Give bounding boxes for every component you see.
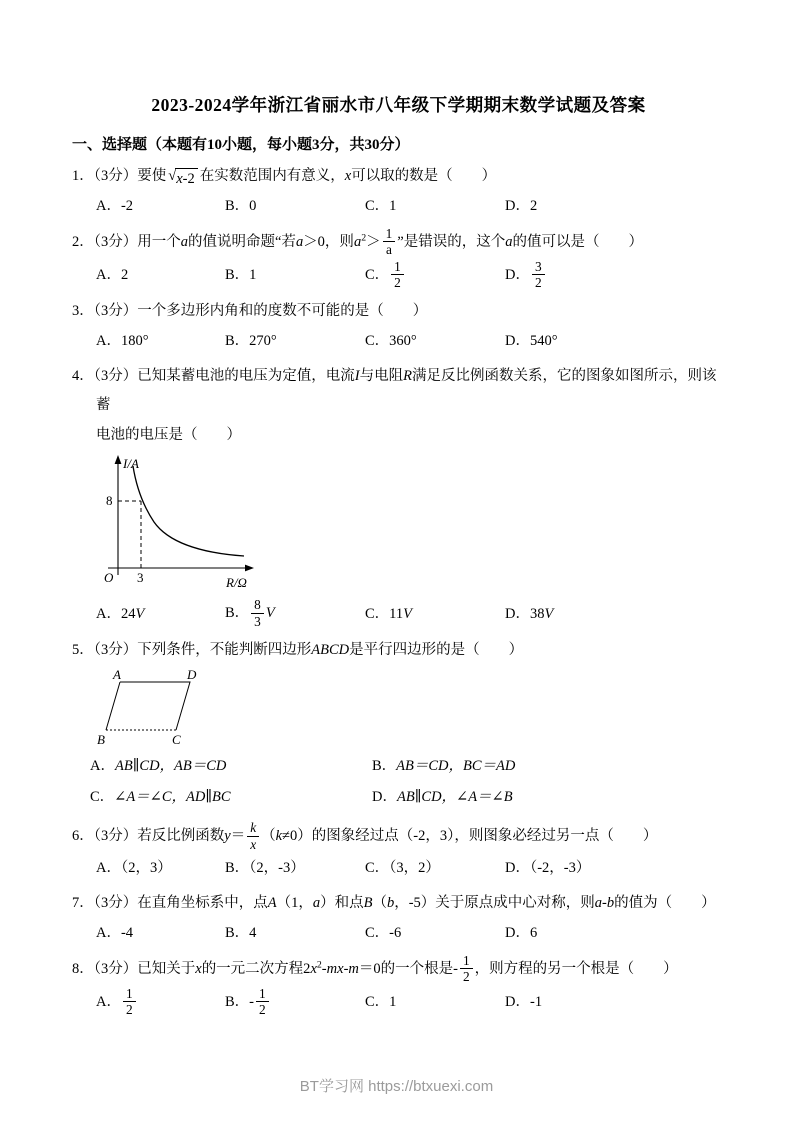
option-a: A．-4: [96, 925, 134, 942]
fraction-1-over-a: $\frac{1}{a}$: [383, 226, 396, 258]
question-4-options: [72, 598, 725, 630]
fraction-3-over-2: $\frac{3}{2}$: [532, 259, 545, 291]
vertex-b-label: B: [97, 732, 105, 748]
q1-text-3: 可以取的数是（ ）: [351, 168, 497, 184]
option-c: C．1: [365, 198, 397, 214]
fraction-1-over-2: $\frac{1}{2}$: [460, 953, 473, 985]
option-a: A．24V: [96, 605, 145, 622]
question-3-options: [72, 327, 725, 356]
page-title: 2023-2024学年浙江省丽水市八年级下学期期末数学试题及答案: [151, 95, 646, 115]
fraction-1-over-2: $\frac{1}{2}$: [123, 986, 136, 1018]
q4-figure-container: [96, 453, 725, 595]
section-header: 一、选择题（本题有10小题，每小题3分，共30分）: [72, 137, 410, 153]
square-root-expression: √ x-2: [168, 168, 198, 189]
option-a: A．-2: [96, 198, 134, 214]
option-a: A．2: [96, 267, 129, 284]
origin-label: O: [104, 570, 114, 586]
question-4: 4．（3分）已知某蓄电池的电压为定值，电流I与电阻R满足反比例函数关系，它的图象如图所示，则该蓄: [72, 368, 717, 414]
vertex-a-label: A: [113, 668, 121, 683]
option-b: B．AB＝CD，BC＝AD: [372, 758, 516, 775]
option-d: D．（-2，-3）: [505, 860, 591, 877]
option-d: D．540°: [505, 333, 558, 350]
option-a: A． $\frac{1}{2}$: [96, 987, 225, 1019]
y-axis-label: I/A: [123, 456, 139, 472]
option-c: C．11V: [365, 605, 412, 622]
option-b: B．- $\frac{1}{2}$: [225, 987, 365, 1019]
q4-hyperbola-graph: [96, 453, 261, 595]
x-axis-arrow: [245, 565, 254, 572]
question-6: 6．（3分）若反比例函数y＝ $\frac{k}{x}$ （k≠0）的图象经过点（-2，3），则图象必经过另一点（ ）: [72, 820, 658, 852]
x-tick-3: 3: [137, 570, 144, 586]
option-b: B．0: [225, 198, 257, 214]
q5-parallelogram-figure: [96, 668, 224, 748]
option-a: A．180°: [96, 333, 149, 350]
question-4-line2: 电池的电压是（ ）: [96, 427, 241, 444]
fraction-minus-1-over-2: $\frac{1}{2}$: [256, 986, 269, 1018]
vertex-c-label: C: [172, 732, 181, 748]
option-d: D． $\frac{3}{2}$: [505, 260, 725, 292]
option-a: A．AB∥CD，AB＝CD: [90, 758, 227, 775]
option-b: B．4: [225, 925, 257, 942]
question-5: 5．（3分）下列条件，不能判断四边形ABCD是平行四边形的是（ ）: [72, 642, 524, 659]
option-b: B．（2，-3）: [225, 860, 305, 877]
hyperbola-curve: [133, 466, 244, 556]
x-axis-label: R/Ω: [226, 575, 247, 591]
option-c: C．1: [365, 994, 397, 1011]
option-d: D．AB∥CD，∠A＝∠B: [372, 789, 513, 806]
question-8-options: [72, 987, 725, 1019]
question-6-options: [72, 854, 725, 883]
option-c: C．-6: [365, 925, 402, 942]
question-1-options: [72, 192, 725, 221]
option-c: C．360°: [365, 333, 417, 350]
vertex-d-label: D: [187, 668, 197, 683]
question-1: 1．（3分）要使 √ x-2 在实数范围内有意义，x可以取的数是（ ）: [72, 162, 725, 191]
option-d: D．-1: [505, 994, 543, 1011]
fraction-k-over-x: $\frac{k}{x}$: [247, 820, 259, 852]
option-d: D．38V: [505, 605, 554, 622]
option-b: B． $\frac{8}{3}$ V: [225, 597, 275, 629]
question-7: 7．（3分）在直角坐标系中，点A（1，a）和点B（b，-5）关于原点成中心对称，则a-b的值为（ ）: [72, 895, 716, 912]
question-5-options: [72, 751, 725, 813]
option-b: B．1: [225, 267, 257, 284]
q1-text-2: 在实数范围内有意义，: [199, 168, 345, 184]
option-b: B．270°: [225, 333, 277, 350]
question-8: 8．（3分）已知关于x的一元二次方程$2x^2-mx-m=0$的一个根是- $\frac{1}{2}$ ，则方程的另一个根是（ ）: [72, 953, 678, 985]
q1-text-1: 1．（3分）要使: [72, 168, 167, 184]
question-2: 2．（3分）用一个a的值说明命题“若a＞0，则$a^2>$ $\frac{1}{a}$ ”是错误的，这个a的值可以是（ ）: [72, 226, 643, 258]
question-3: 3．（3分）一个多边形内角和的度数不可能的是（ ）: [72, 303, 428, 320]
y-axis-arrow: [115, 455, 122, 464]
question-7-options: [72, 919, 725, 948]
option-d: D．2: [505, 198, 538, 214]
option-a: A．（2，3）: [96, 860, 172, 877]
fraction-8-over-3: $\frac{8}{3}$: [251, 597, 264, 629]
footer-credit: BT学习网 https://btxuexi.com: [299, 1078, 494, 1095]
option-d: D．6: [505, 925, 538, 942]
option-c: C．（3，2）: [365, 860, 440, 877]
question-2-options: [72, 260, 725, 292]
y-tick-8: 8: [106, 493, 113, 509]
q5-figure-container: [96, 668, 725, 748]
page-footer: [0, 1075, 793, 1096]
fraction-1-over-2: $\frac{1}{2}$: [391, 259, 404, 291]
option-c: C． $\frac{1}{2}$: [365, 260, 505, 292]
option-c: C．∠A＝∠C，AD∥BC: [90, 789, 231, 806]
